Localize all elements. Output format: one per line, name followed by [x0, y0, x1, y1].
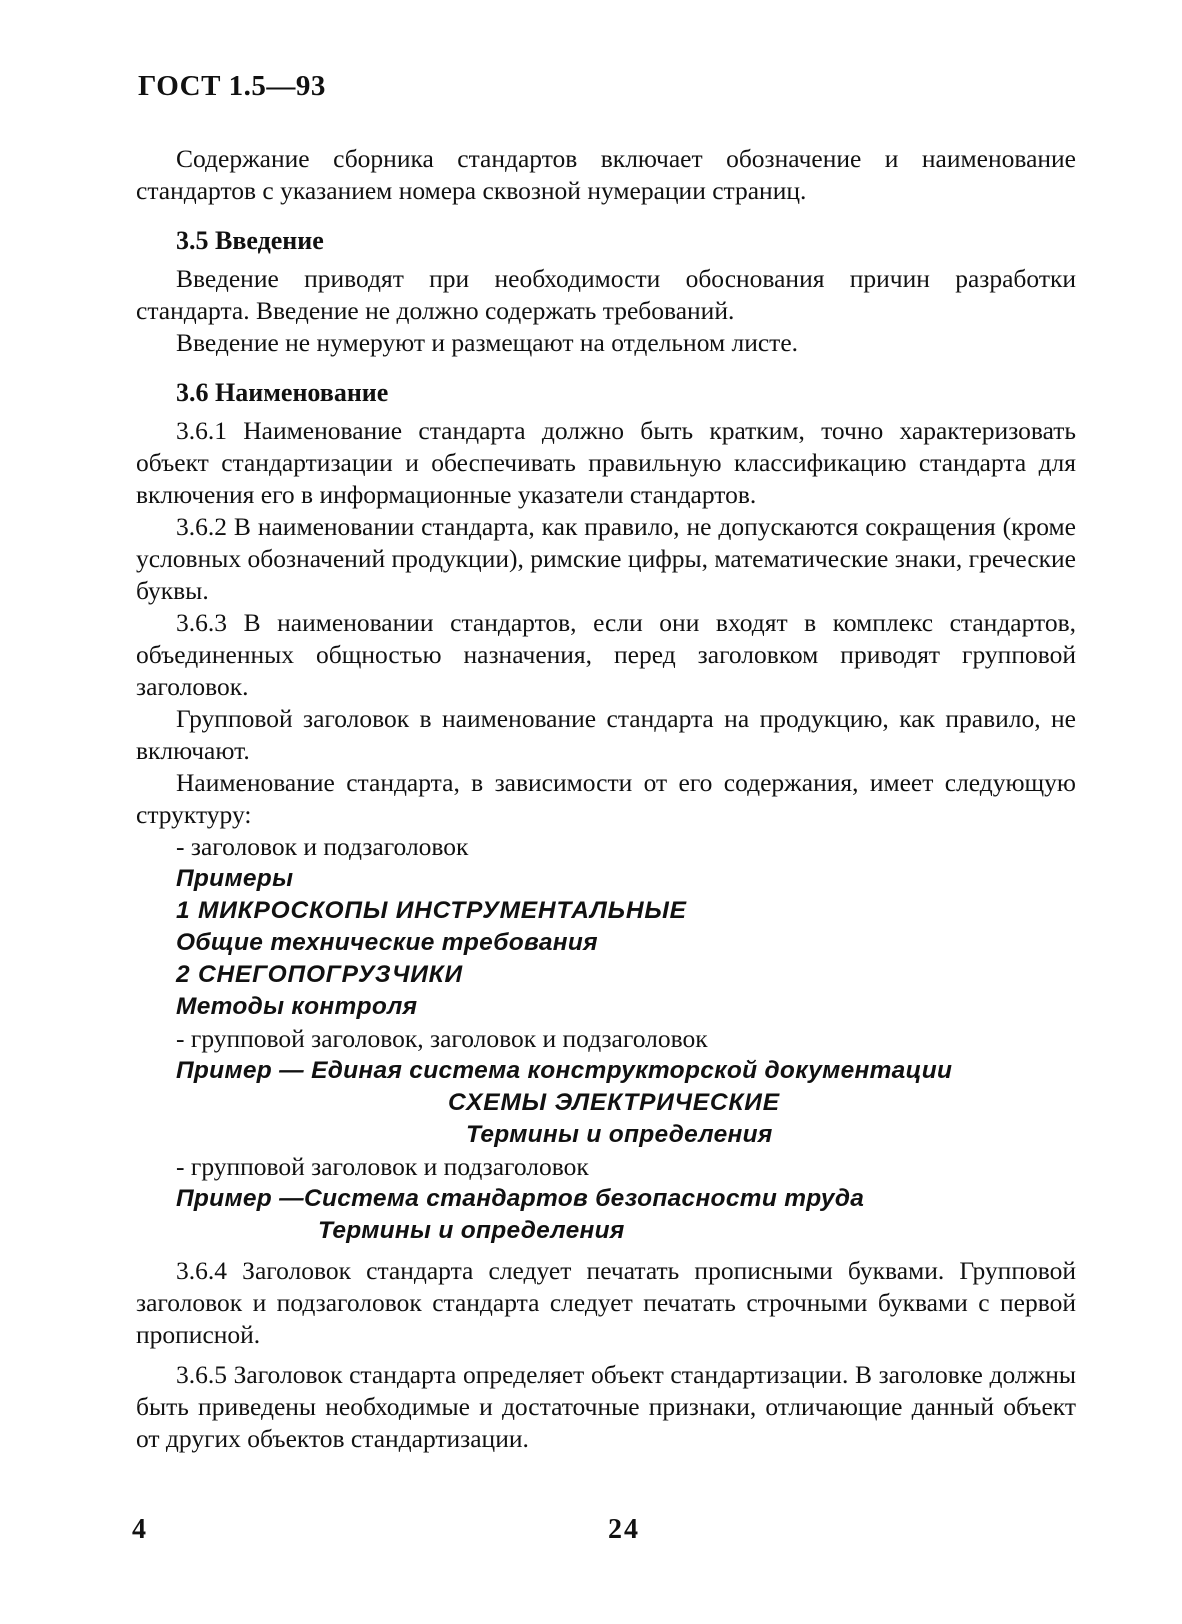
page-number: 24 [608, 1514, 640, 1545]
paragraph-3-5-1: Введение приводят при необходимости обоснования причин разработки стандарта. Введение не должно содержать требований. [136, 264, 1076, 325]
example-safety-subtitle: Термины и определения [318, 1217, 625, 1244]
examples-label: Примеры [176, 865, 294, 892]
example-group-subtitle: Термины и определения [466, 1121, 773, 1148]
paragraph-3-5-2: Введение не нумеруют и размещают на отдельном листе. [176, 328, 799, 357]
structure-item-3: - групповой заголовок и подзаголовок [176, 1152, 589, 1181]
paragraph-3-6-4: 3.6.4 Заголовок стандарта следует печатать прописными буквами. Групповой заголовок и подзаголовок стандарта следует печатать строчными буквами с первой прописной. [136, 1256, 1076, 1349]
paragraph-3-6-2: 3.6.2 В наименовании стандарта, как правило, не допускаются сокращения (кроме условных обозначений продукции), римские цифры, математические знаки, греческие буквы. [136, 512, 1076, 605]
footer-left-number: 4 [132, 1514, 146, 1545]
section-heading-3-5: 3.5 Введение [176, 226, 324, 255]
paragraph-3-6-5: 3.6.5 Заголовок стандарта определяет объект стандартизации. В заголовке должны быть приведены необходимые и достаточные признаки, отличающие данный объект от других объектов стандартизации. [136, 1360, 1076, 1453]
structure-item-1: - заголовок и подзаголовок [176, 832, 469, 861]
example-group-heading: СХЕМЫ ЭЛЕКТРИЧЕСКИЕ [448, 1089, 780, 1116]
example-group-title: Пример — Единая система конструкторской документации [176, 1057, 953, 1084]
example-safety-title: Пример —Система стандартов безопасности труда [176, 1185, 865, 1212]
paragraph-3-6-1: 3.6.1 Наименование стандарта должно быть кратким, точно характеризовать объект стандартизации и обеспечивать правильную классификацию стандарта для включения его в информационные указатели стандартов. [136, 416, 1076, 509]
document-code: ГОСТ 1.5—93 [138, 70, 326, 102]
document-body [136, 143, 1076, 1455]
paragraph-group-title: Групповой заголовок в наименование стандарта на продукцию, как правило, не включают. [136, 704, 1076, 765]
section-heading-3-6: 3.6 Наименование [176, 378, 389, 407]
example-2-subtitle: Методы контроля [176, 993, 418, 1020]
intro-paragraph: Содержание сборника стандартов включает обозначение и наименование стандартов с указанием номера сквозной нумерации страниц. [136, 144, 1076, 205]
paragraph-3-6-3: 3.6.3 В наименовании стандартов, если они входят в комплекс стандартов, объединенных общностью назначения, перед заголовком приводят групповой заголовок. [136, 608, 1076, 701]
example-1-subtitle: Общие технические требования [176, 929, 598, 956]
example-1-title: 1 МИКРОСКОПЫ ИНСТРУМЕНТАЛЬНЫЕ [176, 897, 687, 924]
paragraph-structure: Наименование стандарта, в зависимости от его содержания, имеет следующую структуру: [136, 768, 1076, 829]
structure-item-2: - групповой заголовок, заголовок и подзаголовок [176, 1024, 708, 1053]
example-2-title: 2 СНЕГОПОГРУЗЧИКИ [176, 961, 463, 988]
